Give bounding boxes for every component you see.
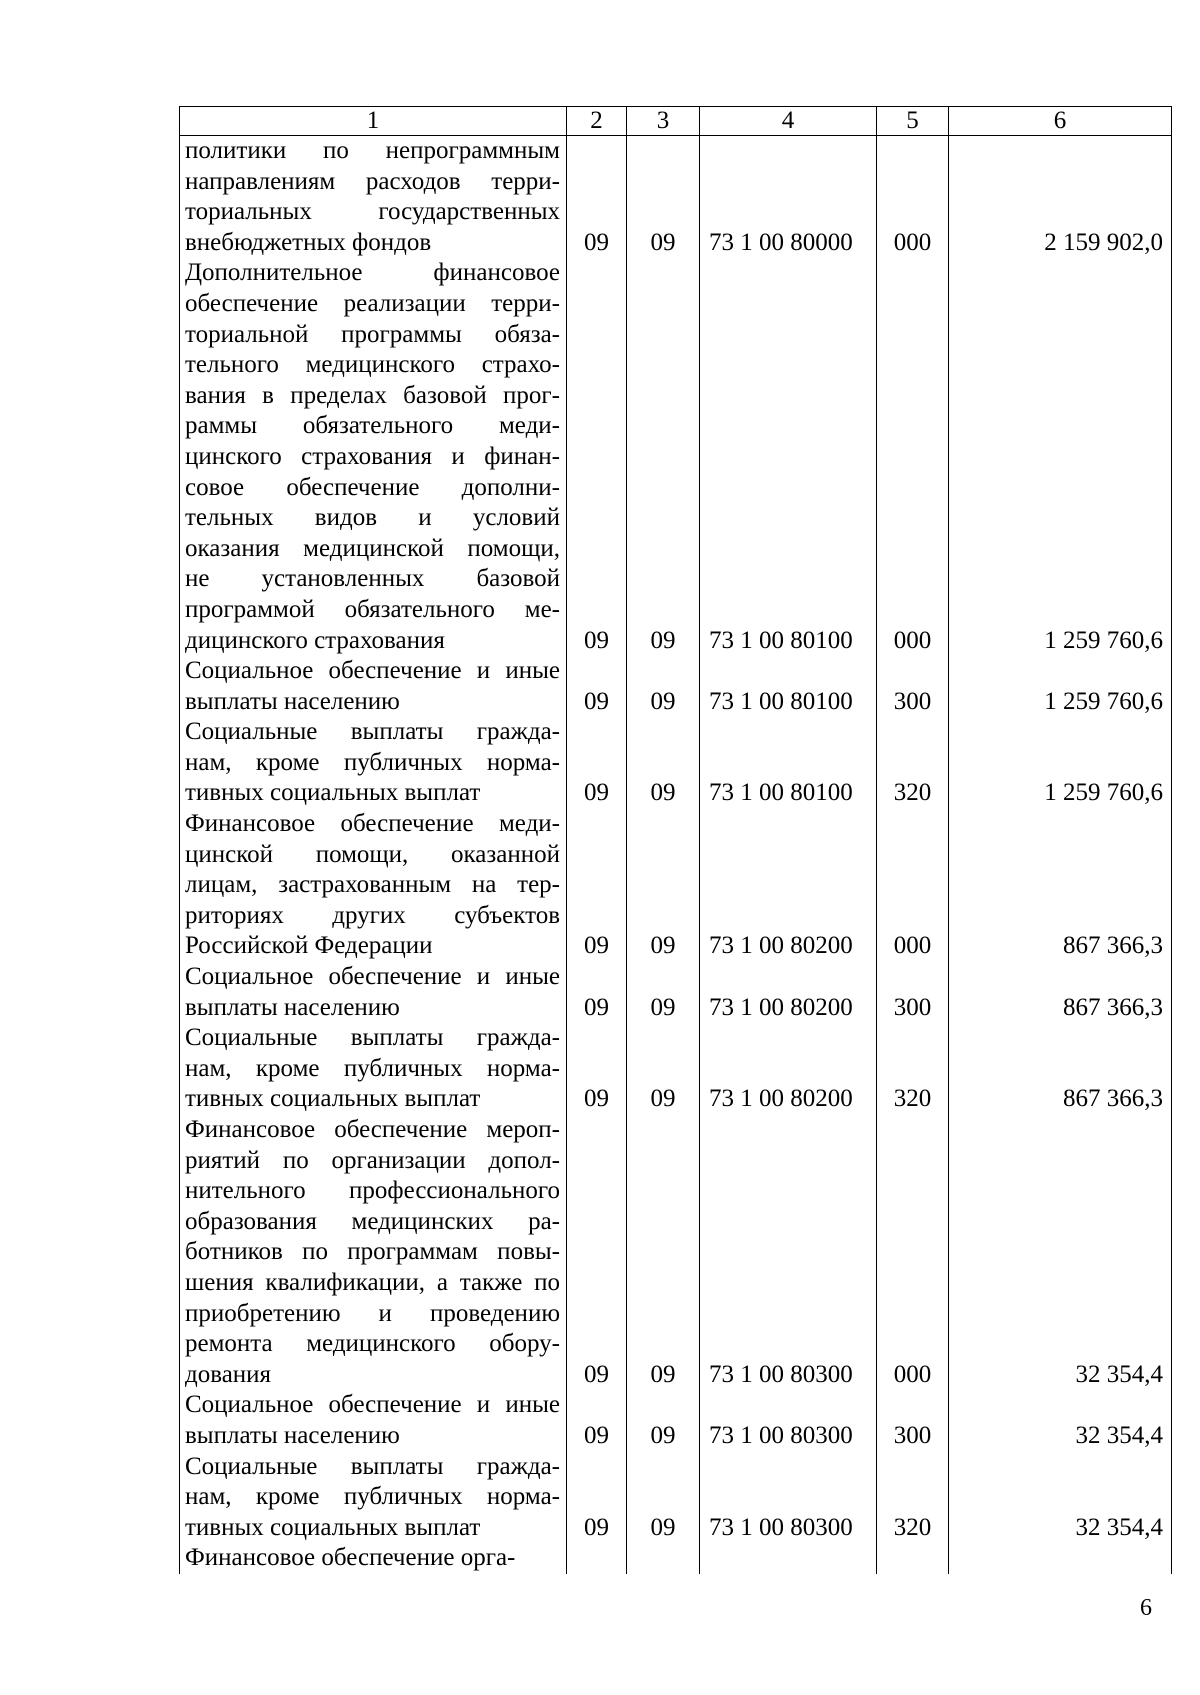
row-description [180, 1452, 567, 1544]
description-line: совое обеспечение дополни- [185, 473, 560, 501]
expense-type-code: 000 [877, 258, 949, 656]
header-col-5: 5 [877, 107, 949, 136]
amount: 32 354,4 [949, 1390, 1172, 1451]
target-article-code: 73 1 00 80300 [700, 1115, 877, 1390]
amount: 2 159 902,0 [949, 136, 1172, 259]
table-row [180, 258, 1172, 656]
row-description [180, 1390, 567, 1451]
expense-type-code: 320 [877, 1452, 949, 1544]
description-line: тивных социальных выплат [185, 1513, 481, 1541]
row-description [180, 809, 567, 962]
description-line: выплаты населению [185, 993, 400, 1021]
description-line: нам, кроме публичных норма- [185, 1054, 560, 1082]
amount: 1 259 760,6 [949, 717, 1172, 809]
table-row [180, 1543, 1172, 1574]
target-article-code: 73 1 00 80200 [700, 1023, 877, 1115]
subsection-code: 09 [627, 1023, 700, 1115]
description-line: оказания медицинской помощи, [185, 534, 560, 562]
expense-type-code: 300 [877, 1390, 949, 1451]
amount: 32 354,4 [949, 1452, 1172, 1544]
subsection-code: 09 [627, 1452, 700, 1544]
page-number: 6 [1140, 1595, 1152, 1621]
row-description [180, 717, 567, 809]
target-article-code: 73 1 00 80000 [700, 136, 877, 259]
target-article-code: 73 1 00 80300 [700, 1452, 877, 1544]
row-description [180, 656, 567, 717]
table-body [180, 136, 1172, 1574]
row-description [180, 258, 567, 656]
description-line: Дополнительное финансовое [185, 259, 560, 287]
table-row [180, 962, 1172, 1023]
target-article-code: 73 1 00 80100 [700, 717, 877, 809]
section-code: 09 [567, 656, 627, 717]
amount: 867 366,3 [949, 809, 1172, 962]
target-article-code: 73 1 00 80100 [700, 656, 877, 717]
expense-type-code: 000 [877, 809, 949, 962]
description-line: раммы обязательного меди- [185, 412, 560, 440]
section-code: 09 [567, 136, 627, 259]
target-article-code: 73 1 00 80200 [700, 809, 877, 962]
target-article-code [700, 1543, 877, 1574]
section-code: 09 [567, 1023, 627, 1115]
header-col-6: 6 [949, 107, 1172, 136]
description-line: дования [185, 1360, 272, 1388]
description-line: тивных социальных выплат [185, 779, 481, 807]
description-line: выплаты населению [185, 1421, 400, 1449]
row-description [180, 1543, 567, 1574]
subsection-code: 09 [627, 1115, 700, 1390]
description-line: риториях других субъектов [185, 901, 560, 929]
table-row [180, 717, 1172, 809]
expense-type-code: 000 [877, 136, 949, 259]
description-line: дицинского страхования [185, 626, 445, 654]
description-line: Социальное обеспечение и иные [185, 963, 560, 991]
description-line: Российской Федерации [185, 932, 433, 960]
description-line: направлениям расходов терри- [185, 167, 560, 195]
description-line: образования медицинских ра- [185, 1207, 560, 1235]
row-description [180, 962, 567, 1023]
description-line: шения квалификации, а также по [185, 1268, 560, 1296]
description-line: нам, кроме публичных норма- [185, 748, 560, 776]
expense-type-code: 320 [877, 1023, 949, 1115]
description-line: ториальной программы обяза- [185, 320, 560, 348]
table-row [180, 1115, 1172, 1390]
description-line: тельного медицинского страхо- [185, 351, 560, 379]
description-line: цинской помощи, оказанной [185, 840, 560, 868]
description-line: программой обязательного ме- [185, 595, 560, 623]
description-line: Социальные выплаты гражда- [185, 718, 560, 746]
section-code: 09 [567, 1390, 627, 1451]
section-code: 09 [567, 258, 627, 656]
table-row [180, 1390, 1172, 1451]
description-line: лицам, застрахованным на тер- [185, 871, 560, 899]
subsection-code: 09 [627, 136, 700, 259]
description-line: нам, кроме публичных норма- [185, 1483, 560, 1511]
subsection-code: 09 [627, 656, 700, 717]
description-line: ремонта медицинского обору- [185, 1330, 560, 1358]
description-line: цинского страхования и финан- [185, 442, 560, 470]
description-line: не установленных базовой [185, 565, 560, 593]
description-line: вания в пределах базовой прог- [185, 381, 560, 409]
description-line: тивных социальных выплат [185, 1085, 481, 1113]
subsection-code: 09 [627, 1390, 700, 1451]
amount: 1 259 760,6 [949, 656, 1172, 717]
description-line: приобретению и проведению [185, 1299, 560, 1327]
description-line: Социальное обеспечение и иные [185, 657, 560, 685]
description-line: внебюджетных фондов [185, 228, 432, 256]
target-article-code: 73 1 00 80100 [700, 258, 877, 656]
description-line: Финансовое обеспечение меди- [185, 810, 560, 838]
description-line: Социальные выплаты гражда- [185, 1452, 560, 1480]
subsection-code: 09 [627, 717, 700, 809]
amount: 1 259 760,6 [949, 258, 1172, 656]
description-line: Социальное обеспечение и иные [185, 1391, 560, 1419]
description-line: ботников по программам повы- [185, 1238, 560, 1266]
target-article-code: 73 1 00 80200 [700, 962, 877, 1023]
description-line: тельных видов и условий [185, 504, 560, 532]
expense-type-code: 000 [877, 1115, 949, 1390]
subsection-code: 09 [627, 962, 700, 1023]
table-header [180, 107, 1172, 136]
row-description [180, 1023, 567, 1115]
table-row [180, 1023, 1172, 1115]
description-line: обеспечение реализации терри- [185, 289, 560, 317]
description-line: Социальные выплаты гражда- [185, 1024, 560, 1052]
subsection-code [627, 1543, 700, 1574]
table-row [180, 1452, 1172, 1544]
amount: 32 354,4 [949, 1115, 1172, 1390]
section-code: 09 [567, 1452, 627, 1544]
section-code: 09 [567, 962, 627, 1023]
amount [949, 1543, 1172, 1574]
section-code: 09 [567, 809, 627, 962]
section-code: 09 [567, 717, 627, 809]
subsection-code: 09 [627, 258, 700, 656]
target-article-code: 73 1 00 80300 [700, 1390, 877, 1451]
expense-type-code: 300 [877, 962, 949, 1023]
description-line: Финансовое обеспечение мероп- [185, 1116, 560, 1143]
row-description [180, 1115, 567, 1390]
description-line: ториальных государственных [185, 198, 560, 226]
amount: 867 366,3 [949, 1023, 1172, 1115]
amount: 867 366,3 [949, 962, 1172, 1023]
expense-type-code [877, 1543, 949, 1574]
subsection-code: 09 [627, 809, 700, 962]
description-line: выплаты населению [185, 687, 400, 715]
description-line: политики по непрограммным [185, 137, 560, 164]
description-line: риятий по организации допол- [185, 1146, 560, 1174]
description-line: нительного профессионального [185, 1177, 560, 1205]
description-line: Финансовое обеспечение орга- [185, 1544, 516, 1572]
header-col-3: 3 [627, 107, 700, 136]
row-description [180, 136, 567, 259]
header-col-1: 1 [180, 107, 567, 136]
budget-table [179, 106, 1172, 1574]
header-col-4: 4 [700, 107, 877, 136]
expense-type-code: 320 [877, 717, 949, 809]
header-row [180, 107, 1172, 136]
header-col-2: 2 [567, 107, 627, 136]
expense-type-code: 300 [877, 656, 949, 717]
table-row [180, 656, 1172, 717]
section-code: 09 [567, 1115, 627, 1390]
table-row [180, 809, 1172, 962]
section-code [567, 1543, 627, 1574]
table-row [180, 136, 1172, 259]
